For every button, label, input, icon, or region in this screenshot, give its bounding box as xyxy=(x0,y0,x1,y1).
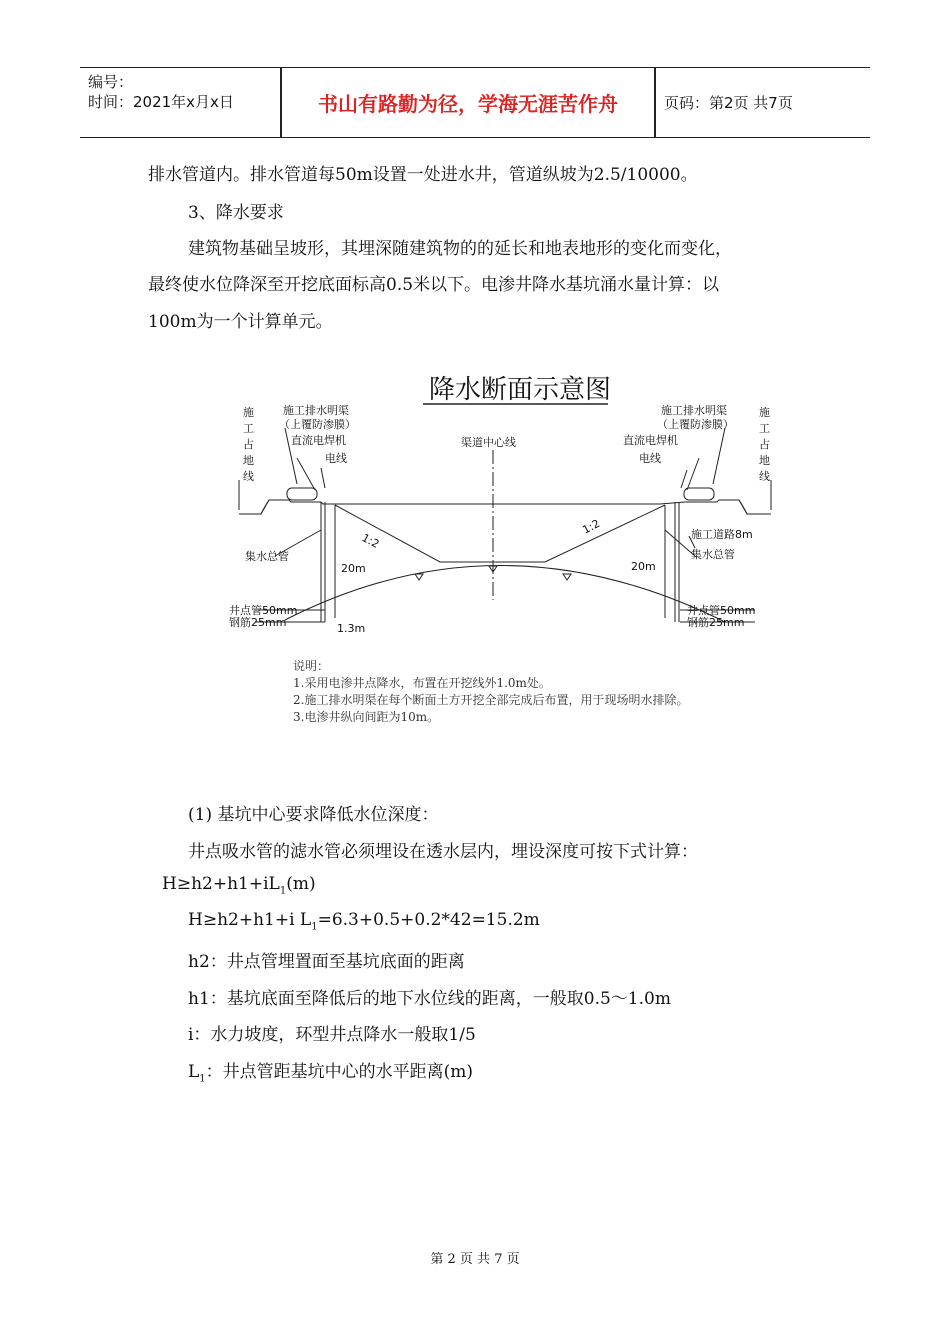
diagram-label: 工 xyxy=(759,422,770,435)
diagram-label: 地 xyxy=(759,454,770,467)
diagram-label: 施工道路8m xyxy=(691,528,753,541)
formula: $H\ge h2+h1+iL_1(m)$ xyxy=(162,874,316,897)
header-page-label: 页码：第2页 共7页 xyxy=(664,94,793,112)
diagram-label: 施工排水明渠 xyxy=(283,404,349,417)
diagram-label: 工 xyxy=(243,422,254,435)
diagram-label: （上覆防渗膜） xyxy=(657,418,734,431)
note-item: 3.电渗井纵向间距为10m。 xyxy=(293,710,440,724)
diagram-label: 20m xyxy=(341,562,366,575)
diagram-label: 钢筋25mm xyxy=(229,616,287,629)
diagram-label: 线 xyxy=(243,470,254,483)
section-heading: 3、降水要求 xyxy=(188,203,284,223)
diagram-label: 20m xyxy=(631,560,656,573)
notes-title: 说明： xyxy=(293,659,330,673)
diagram-label: 渠道中心线 xyxy=(461,436,516,449)
diagram-label: 1:2 xyxy=(359,531,382,551)
number-label: 编号： xyxy=(88,73,134,91)
diagram-label: 施 xyxy=(243,406,254,419)
definition: i：水力坡度，环型井点降水一般取1/5 xyxy=(188,1025,476,1045)
body-line: 井点吸水管的滤水管必须埋设在透水层内，埋设深度可按下式计算： xyxy=(188,842,698,862)
diagram-label: 占 xyxy=(243,438,254,451)
diagram-notes xyxy=(293,658,688,726)
date-label: 时间：2021年x月x日 xyxy=(88,93,234,111)
diagram-label: 直流电焊机 xyxy=(291,434,346,447)
diagram-label: 直流电焊机 xyxy=(623,434,678,447)
definition: h2：井点管埋置面至基坑底面的距离 xyxy=(188,952,465,972)
diagram-label: （上覆防渗膜） xyxy=(279,418,356,431)
diagram-label: 集水总管 xyxy=(245,550,289,563)
diagram-label: 钢筋25mm xyxy=(687,616,745,629)
diagram-label: 集水总管 xyxy=(691,548,735,561)
body-line: 最终使水位降深至开挖底面标高0.5米以下。电渗井降水基坑涌水量计算：以 xyxy=(148,275,720,295)
body-line: 排水管道内。排水管道每50m设置一处进水井，管道纵坡为2.5/10000。 xyxy=(148,165,698,185)
header-divider xyxy=(654,68,656,137)
definition: h1：基坑底面至降低后的地下水位线的距离，一般取0.5～1.0m xyxy=(188,989,671,1009)
header-left xyxy=(88,72,234,112)
diagram-label: 1.3m xyxy=(337,622,366,635)
dewatering-section-diagram xyxy=(225,360,785,650)
note-item: 1.采用电渗井点降水，布置在开挖线外1.0m处。 xyxy=(293,676,551,690)
diagram-label: 占 xyxy=(759,438,770,451)
diagram-label: 地 xyxy=(243,454,254,467)
page-header xyxy=(80,67,870,138)
header-motto: 书山有路勤为径，学海无涯苦作舟 xyxy=(318,92,618,116)
note-item: 2.施工排水明渠在每个断面土方开挖全部完成后布置，用于现场明水排除。 xyxy=(293,693,689,707)
diagram-label: 井点管50mm xyxy=(687,604,756,617)
diagram-label: 电线 xyxy=(325,452,347,465)
diagram-label: 电线 xyxy=(639,452,661,465)
definition: $L_1$：井点管距基坑中心的水平距离(m) xyxy=(188,1062,474,1085)
diagram-label: 1:2 xyxy=(580,516,603,537)
diagram-label: 线 xyxy=(759,470,770,483)
page-footer: 第 2 页 共 7 页 xyxy=(430,1252,520,1267)
diagram-title: 降水断面示意图 xyxy=(429,375,612,405)
diagram-label: 井点管50mm xyxy=(229,604,298,617)
diagram-label: 施 xyxy=(759,406,770,419)
body-line: 建筑物基础呈坡形，其埋深随建筑物的的延长和地表地形的变化而变化， xyxy=(188,239,732,259)
formula: H≥h2+h1+i $L_1=6.3+0.5+0.2*42=15.2m$ xyxy=(188,910,540,933)
body-line: 100m为一个计算单元。 xyxy=(148,312,333,332)
diagram-label: 施工排水明渠 xyxy=(661,404,727,417)
subsection-heading: (1) 基坑中心要求降低水位深度： xyxy=(188,805,439,825)
